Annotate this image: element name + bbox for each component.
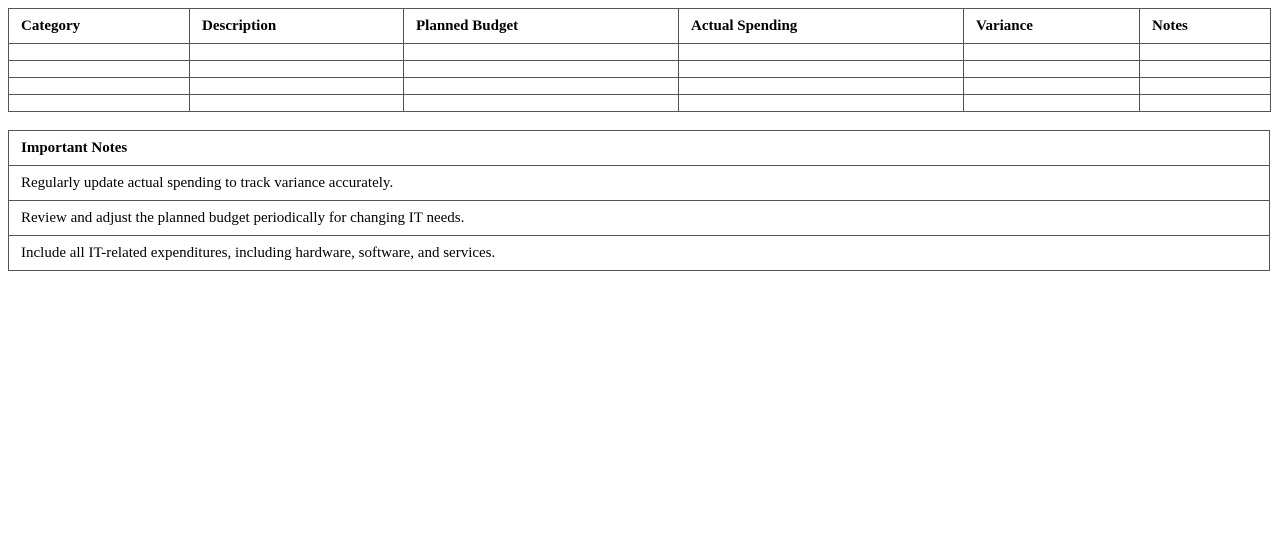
important-notes-table <box>8 130 1270 271</box>
table-cell[interactable] <box>679 44 964 61</box>
table-cell[interactable] <box>9 61 190 78</box>
table-cell[interactable] <box>190 78 404 95</box>
table-cell[interactable] <box>1140 61 1271 78</box>
table-row <box>9 95 1271 112</box>
table-cell[interactable] <box>964 95 1140 112</box>
column-header-notes: Notes <box>1140 9 1271 44</box>
table-cell[interactable] <box>679 61 964 78</box>
table-cell[interactable] <box>404 95 679 112</box>
table-cell[interactable] <box>1140 78 1271 95</box>
table-cell[interactable] <box>190 44 404 61</box>
column-header-description: Description <box>190 9 404 44</box>
budget-table <box>8 8 1271 112</box>
table-cell[interactable] <box>679 78 964 95</box>
note-row <box>9 166 1270 201</box>
column-header-planned-budget: Planned Budget <box>404 9 679 44</box>
note-row <box>9 236 1270 271</box>
notes-header-row <box>9 131 1270 166</box>
table-cell[interactable] <box>190 95 404 112</box>
table-cell[interactable] <box>9 95 190 112</box>
table-cell[interactable] <box>9 44 190 61</box>
note-item: Include all IT-related expenditures, including hardware, software, and services. <box>9 236 1270 271</box>
header-row <box>9 9 1271 44</box>
table-row <box>9 78 1271 95</box>
table-cell[interactable] <box>404 61 679 78</box>
notes-title: Important Notes <box>9 131 1270 166</box>
column-header-variance: Variance <box>964 9 1140 44</box>
table-cell[interactable] <box>190 61 404 78</box>
table-cell[interactable] <box>964 78 1140 95</box>
note-item: Review and adjust the planned budget periodically for changing IT needs. <box>9 201 1270 236</box>
table-cell[interactable] <box>1140 44 1271 61</box>
table-row <box>9 44 1271 61</box>
table-cell[interactable] <box>964 61 1140 78</box>
column-header-category: Category <box>9 9 190 44</box>
table-cell[interactable] <box>1140 95 1271 112</box>
table-cell[interactable] <box>404 78 679 95</box>
table-cell[interactable] <box>964 44 1140 61</box>
table-cell[interactable] <box>679 95 964 112</box>
note-item: Regularly update actual spending to track variance accurately. <box>9 166 1270 201</box>
table-row <box>9 61 1271 78</box>
note-row <box>9 201 1270 236</box>
column-header-actual-spending: Actual Spending <box>679 9 964 44</box>
table-cell[interactable] <box>404 44 679 61</box>
table-cell[interactable] <box>9 78 190 95</box>
